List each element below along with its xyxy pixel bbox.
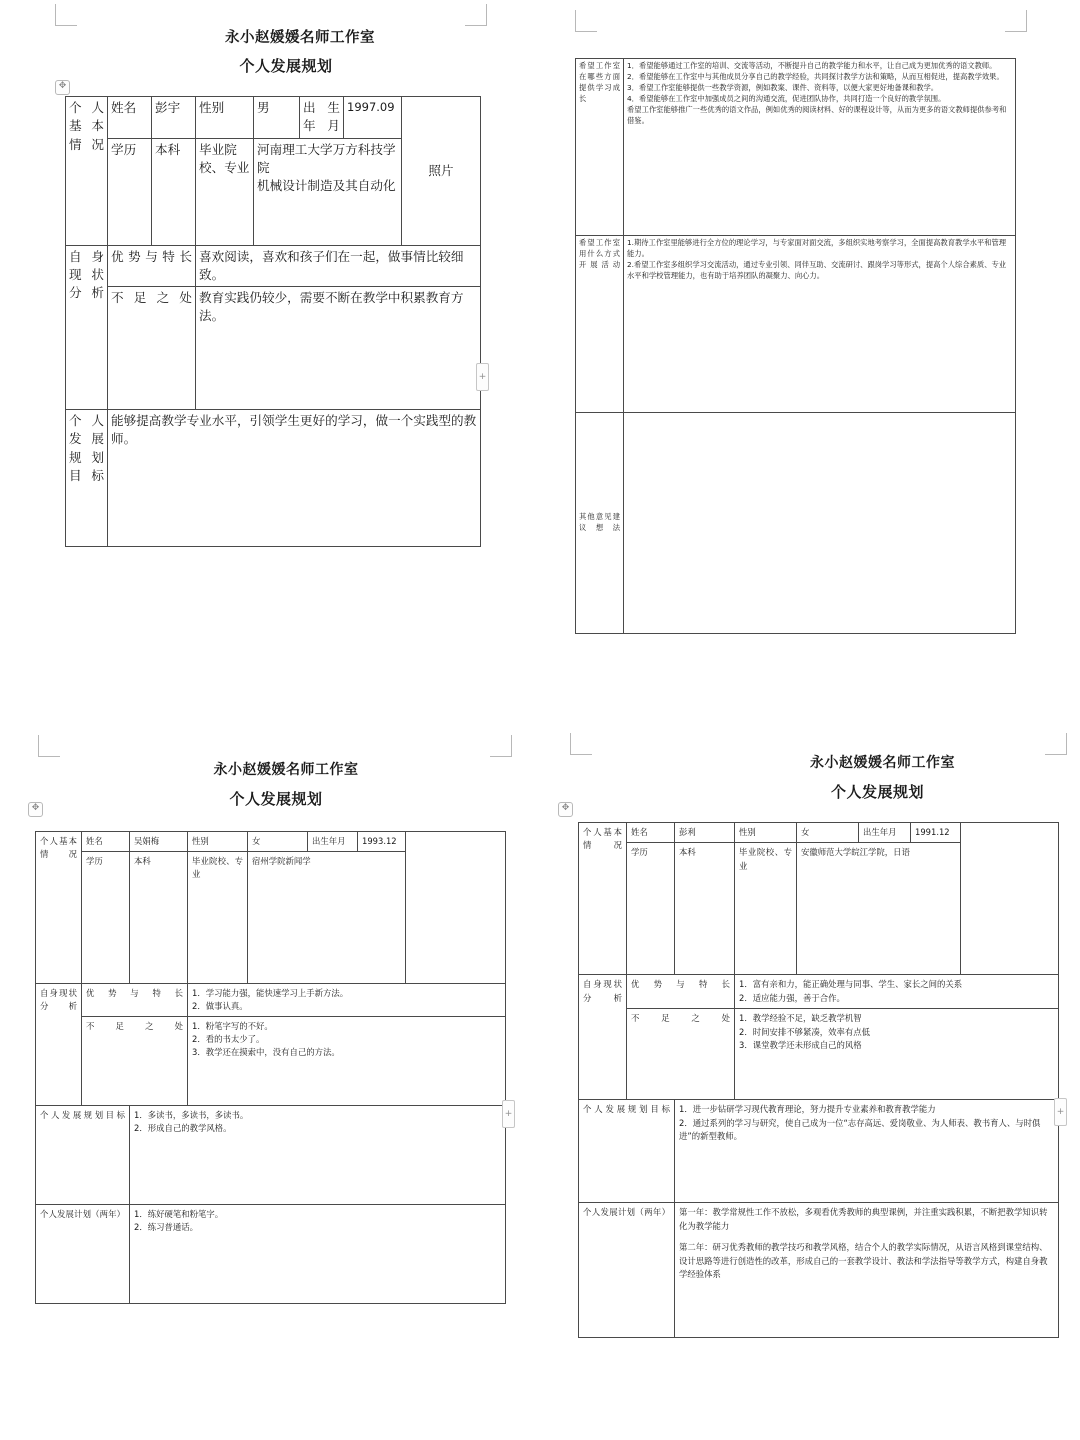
label-basic-info: 个人基本情况 bbox=[579, 823, 627, 975]
photo-placeholder bbox=[406, 832, 506, 984]
personal-development-table bbox=[65, 96, 481, 547]
value-goal[interactable]: 能够提高教学专业水平，引领学生更好的学习，做一个实践型的教师。 bbox=[108, 410, 481, 547]
value-birth[interactable]: 1991.12 bbox=[911, 823, 961, 843]
value-gender[interactable]: 女 bbox=[248, 832, 308, 852]
value-goal[interactable]: 1．多读书，多读书，多读书。 2．形成自己的教学风格。 bbox=[130, 1106, 506, 1205]
label-plan-two-years: 个人发展计划（两年） bbox=[36, 1205, 130, 1304]
value-hope-support[interactable]: 1．希望能够通过工作室的培训、交流等活动，不断提升自己的教学能力和水平，让自己成为更加优秀的语文教师。 2．希望能够在工作室中与其他成员分享自己的教学经验，共同探讨教学方法和策略，从而互相促进，提高教学效果。 3．希望工作室能够提供一些教学资源，例如教案、课件、资料等，以便大家更好地备课和教学。 4．希望能够在工作室中加强成员之间的沟通交流，促进团队协作，共同打造一个良好的教学氛围。 希望工作室能够推广一些优秀的语文作品，例如优秀的阅读材料、好的课程设计等，从而为更多的语文教师提供参考和借鉴。 bbox=[624, 59, 1016, 236]
value-birth[interactable]: 1993.12 bbox=[358, 832, 406, 852]
label-strengths: 优势与特长 bbox=[108, 245, 196, 287]
value-education[interactable]: 本科 bbox=[675, 843, 735, 975]
table-row bbox=[36, 1205, 506, 1304]
table-resize-nub[interactable]: + bbox=[502, 1100, 515, 1128]
table-resize-nub[interactable]: + bbox=[476, 363, 489, 391]
label-name: 姓名 bbox=[627, 823, 675, 843]
document-page-panel-c bbox=[30, 735, 520, 1435]
form-title: 个人发展规划 bbox=[229, 790, 323, 808]
value-school-major[interactable]: 河南理工大学万方科技学院 机械设计制造及其自动化 bbox=[254, 138, 402, 245]
crop-mark-top-right bbox=[1005, 10, 1027, 32]
crop-mark-top-left bbox=[38, 735, 60, 757]
label-education: 学历 bbox=[108, 138, 152, 245]
label-weaknesses: 不足之处 bbox=[82, 1017, 188, 1106]
table-move-handle[interactable]: ✥ bbox=[28, 802, 43, 817]
table-row bbox=[576, 413, 1016, 634]
value-other-opinions[interactable] bbox=[624, 413, 1016, 634]
photo-placeholder bbox=[961, 823, 1059, 975]
label-birth: 出生年月 bbox=[859, 823, 911, 843]
table-row bbox=[579, 1203, 1059, 1338]
crop-mark-top-left bbox=[570, 733, 592, 755]
label-name: 姓名 bbox=[82, 832, 130, 852]
photo-placeholder: 照片 bbox=[402, 97, 481, 246]
table-row bbox=[579, 823, 1059, 843]
table-row bbox=[36, 1017, 506, 1106]
table-row bbox=[579, 975, 1059, 1009]
personal-development-table bbox=[35, 831, 506, 1304]
label-weaknesses: 不足之处 bbox=[627, 1009, 735, 1100]
label-goal: 个人发展规划目标 bbox=[66, 410, 108, 547]
label-basic-info: 个人基本情况 bbox=[66, 97, 108, 246]
label-gender: 性别 bbox=[196, 97, 254, 139]
label-strengths: 优势与特长 bbox=[82, 984, 188, 1017]
value-school-major[interactable]: 宿州学院新闻学 bbox=[248, 852, 406, 984]
crop-mark-top-right bbox=[490, 735, 512, 757]
label-goal: 个人发展规划目标 bbox=[36, 1106, 130, 1205]
label-school-major: 毕业院校、专业 bbox=[196, 138, 254, 245]
studio-title: 永小赵媛媛名师工作室 bbox=[810, 755, 955, 771]
value-goal[interactable]: 1．进一步钻研学习现代教育理论，努力提升专业素养和教育教学能力 2．通过系列的学习与研究，使自己成为一位“志存高远、爱岗敬业、为人师表、教书育人、与时俱进”的新型教师。 bbox=[675, 1100, 1059, 1203]
table-row bbox=[66, 287, 481, 410]
crop-mark-top-right bbox=[465, 4, 487, 26]
label-education: 学历 bbox=[627, 843, 675, 975]
table-row bbox=[576, 236, 1016, 413]
label-name: 姓名 bbox=[108, 97, 152, 139]
table-row bbox=[36, 984, 506, 1017]
table-row bbox=[36, 1106, 506, 1205]
value-education[interactable]: 本科 bbox=[130, 852, 188, 984]
crop-mark-top-left bbox=[55, 4, 77, 26]
label-other-opinions: 其他意见建议想法 bbox=[576, 413, 624, 634]
document-page-panel-d bbox=[560, 730, 1065, 1435]
value-strengths[interactable]: 1．富有亲和力，能正确处理与同事、学生、家长之间的关系 2．适应能力强，善于合作。 bbox=[735, 975, 1059, 1009]
label-basic-info: 个人基本情况 bbox=[36, 832, 82, 984]
document-page-panel-a bbox=[55, 0, 505, 690]
table-move-handle[interactable]: ✥ bbox=[558, 802, 573, 817]
label-self-analysis: 自身现状分析 bbox=[66, 245, 108, 410]
document-page-panel-b bbox=[575, 58, 1025, 648]
label-gender: 性别 bbox=[188, 832, 248, 852]
value-hope-activity[interactable]: 1.期待工作室里能够进行全方位的理论学习，与专家面对面交流，多组织实地考察学习，全面提高教育教学水平和管理能力。 2.希望工作室多组织学习交流活动，通过专业引领、同伴互助、交流研讨、跟岗学习等形式，提高个人综合素质、专业水平和学校管理能力，也有助于培养团队的凝聚力、向心力。 bbox=[624, 236, 1016, 413]
table-row bbox=[576, 59, 1016, 236]
label-goal: 个人发展规划目标 bbox=[579, 1100, 675, 1203]
label-birth: 出生年月 bbox=[300, 97, 344, 139]
crop-mark-top-right bbox=[1045, 733, 1067, 755]
value-weaknesses[interactable]: 教育实践仍较少，需要不断在教学中积累教育方法。 bbox=[196, 287, 481, 410]
label-strengths: 优势与特长 bbox=[627, 975, 735, 1009]
value-plan-two-years[interactable]: 第一年：教学常规性工作不放松，多观看优秀教师的典型课例，并注重实践积累，不断把教学知识转化为教学能力 第二年：研习优秀教师的教学技巧和教学风格，结合个人的教学实际情况，从语言风格到课堂结构、设计思路等进行创造性的改革，形成自己的一套教学设计、教法和学法指导等教学方式，构建自身教学经验体系 bbox=[675, 1203, 1059, 1338]
label-education: 学历 bbox=[82, 852, 130, 984]
label-birth: 出生年月 bbox=[308, 832, 358, 852]
table-row bbox=[36, 832, 506, 852]
label-plan-two-years: 个人发展计划（两年） bbox=[579, 1203, 675, 1338]
value-strengths[interactable]: 1．学习能力强，能快速学习上手新方法。 2．做事认真。 bbox=[188, 984, 506, 1017]
label-weaknesses: 不足之处 bbox=[108, 287, 196, 410]
value-gender[interactable]: 男 bbox=[254, 97, 300, 139]
value-school-major[interactable]: 安徽师范大学皖江学院，日语 bbox=[797, 843, 961, 975]
label-self-analysis: 自身现状分析 bbox=[579, 975, 627, 1100]
table-row bbox=[66, 97, 481, 139]
label-self-analysis: 自身现状分析 bbox=[36, 984, 82, 1106]
value-weaknesses[interactable]: 1．粉笔字写的不好。 2．看的书太少了。 3．教学还在摸索中，没有自己的方法。 bbox=[188, 1017, 506, 1106]
value-name[interactable]: 彭利 bbox=[675, 823, 735, 843]
label-school-major: 毕业院校、专业 bbox=[188, 852, 248, 984]
crop-mark-top-left bbox=[575, 10, 597, 32]
table-resize-nub[interactable]: + bbox=[1054, 1098, 1067, 1126]
value-name[interactable]: 吴娟梅 bbox=[130, 832, 188, 852]
table-row bbox=[579, 1009, 1059, 1100]
label-hope-activity: 希望工作室用什么方式开展活动 bbox=[576, 236, 624, 413]
value-name[interactable]: 彭宇 bbox=[152, 97, 196, 139]
label-school-major: 毕业院校、专业 bbox=[735, 843, 797, 975]
value-birth[interactable]: 1997.09 bbox=[344, 97, 402, 139]
value-gender[interactable]: 女 bbox=[797, 823, 859, 843]
table-row bbox=[66, 245, 481, 287]
label-gender: 性别 bbox=[735, 823, 797, 843]
table-row bbox=[579, 1100, 1059, 1203]
value-strengths[interactable]: 喜欢阅读，喜欢和孩子们在一起，做事情比较细致。 bbox=[196, 245, 481, 287]
label-hope-support: 希望工作室在哪些方面提供学习成长 bbox=[576, 59, 624, 236]
table-row bbox=[66, 410, 481, 547]
studio-title: 永小赵媛媛名师工作室 bbox=[225, 30, 375, 46]
table-move-handle[interactable]: ✥ bbox=[55, 80, 70, 95]
studio-expectation-table bbox=[575, 58, 1016, 634]
value-plan-two-years[interactable]: 1．练好硬笔和粉笔字。 2．练习普通话。 bbox=[130, 1205, 506, 1304]
value-weaknesses[interactable]: 1．教学经验不足，缺乏教学机智 2．时间安排不够紧凑，效率有点低 3．课堂教学还未形成自己的风格 bbox=[735, 1009, 1059, 1100]
form-title: 个人发展规划 bbox=[830, 783, 924, 801]
personal-development-table bbox=[578, 822, 1059, 1338]
form-title: 个人发展规划 bbox=[239, 57, 333, 75]
value-education[interactable]: 本科 bbox=[152, 138, 196, 245]
studio-title: 永小赵媛媛名师工作室 bbox=[213, 762, 359, 778]
